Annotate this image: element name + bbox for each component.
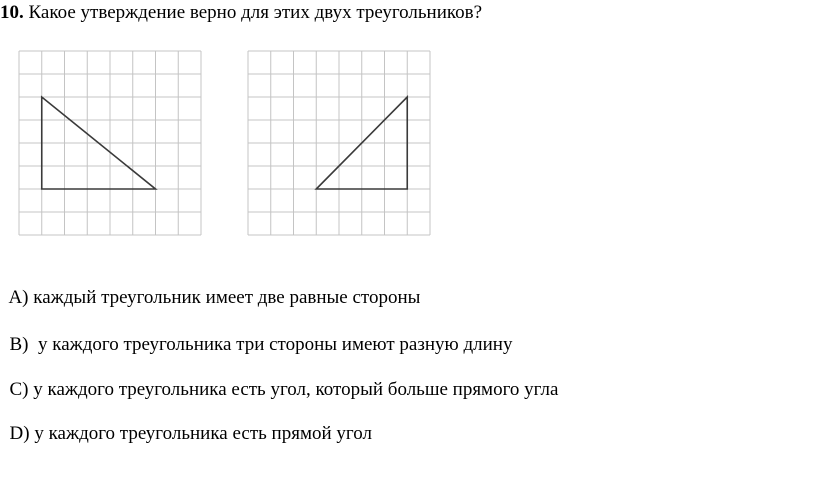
answer-a[interactable] xyxy=(0,262,420,310)
answer-a-label: A) xyxy=(8,287,29,308)
answer-a-text: каждый треугольник имеет две равные стороны xyxy=(33,287,421,308)
answer-d-text: у каждого треугольника есть прямой угол xyxy=(34,423,372,444)
question-heading xyxy=(0,0,482,26)
answer-c[interactable] xyxy=(0,354,558,402)
answer-c-label: C) xyxy=(9,379,29,400)
answer-d-label: D) xyxy=(9,423,30,444)
answer-b[interactable] xyxy=(0,309,512,357)
question-text: Какое утверждение верно для этих двух треугольников? xyxy=(28,2,483,23)
answer-c-text: у каждого треугольника есть угол, который больше прямого угла xyxy=(33,379,559,400)
question-number: 10. xyxy=(0,2,24,23)
answer-b-text: у каждого треугольника три стороны имеют разную длину xyxy=(33,334,513,355)
triangle-figure-right xyxy=(247,50,431,236)
answer-b-label: B) xyxy=(9,334,29,355)
answer-d[interactable] xyxy=(0,398,372,446)
triangle-figure-left xyxy=(18,50,202,236)
